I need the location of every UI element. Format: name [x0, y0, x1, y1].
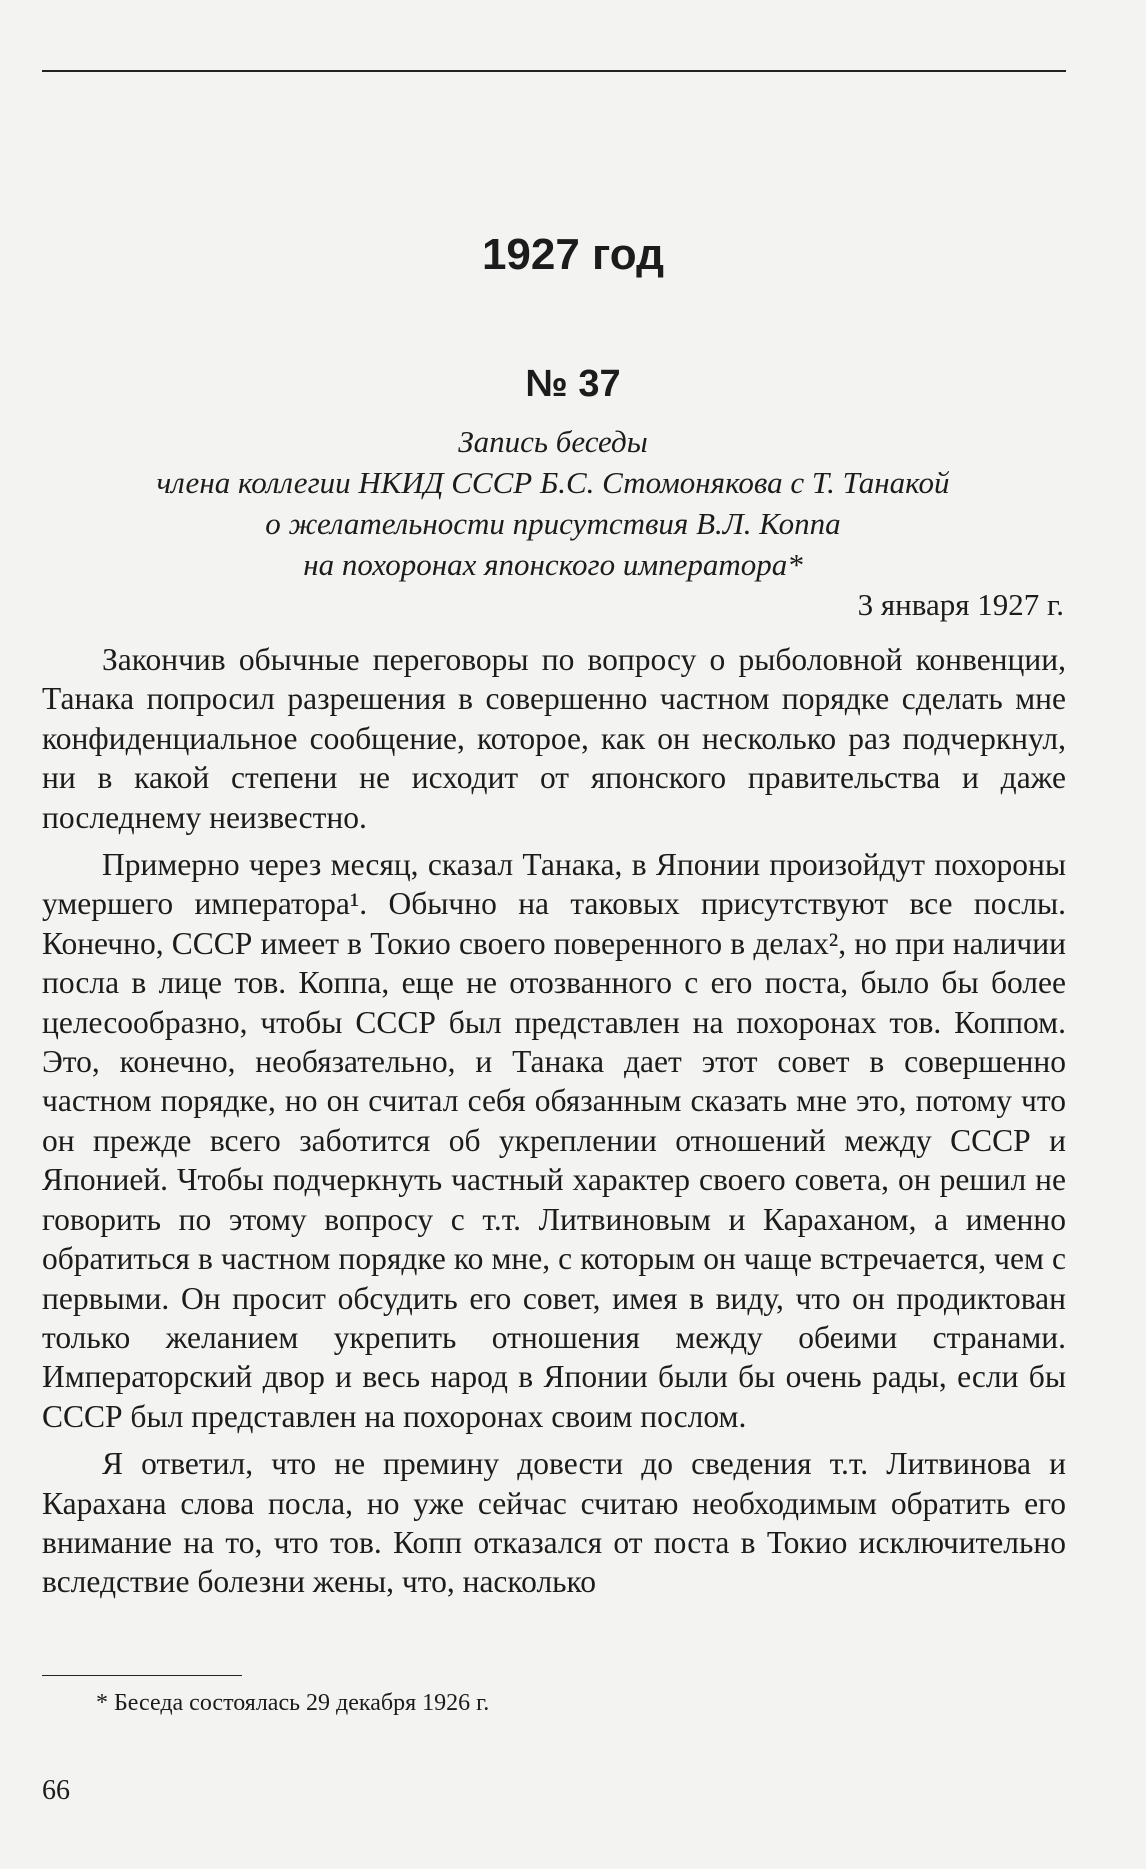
top-rule: [42, 70, 1066, 72]
paragraph: Закончив обычные переговоры по вопросу о рыболовной конвенции, Танака попросил разрешения в совершенно частном порядке сделать мне конфиденциальное сообщение, которое, как он несколько раз подчеркнул, ни в какой степени не исходит от японского правительства и даже последнему неизвестно.: [42, 642, 1066, 835]
body-text: [42, 640, 1066, 1610]
year-heading: 1927 год: [481, 230, 665, 279]
page-number: 66: [42, 1775, 70, 1806]
document-number: № 37: [525, 363, 621, 405]
document-date: 3 января 1927 г.: [857, 587, 1064, 622]
subtitle-line: о желательности присутствия В.Л. Коппа: [265, 506, 841, 541]
paragraph: Я ответил, что не премину довести до сведения т.т. Литвинова и Карахана слова посла, но уже сейчас считаю необходимым обратить его внимание на то, что тов. Копп отказался от поста в Токио исключительно вследствие болезни жены, что, насколько: [42, 1446, 1066, 1600]
document-subtitle: [40, 421, 1066, 585]
paragraph: Примерно через месяц, сказал Танака, в Японии произойдут похороны умершего императора¹. Обычно на таковых присутствуют все послы. Конечно, СССР имеет в Токио своего поверенного в делах², но при наличии посла в лице тов. Коппа, еще не отозванного с его поста, было бы более целесообразно, чтобы СССР был представлен на похоронах тов. Коппом. Это, конечно, необязательно, и Танака дает этот совет в совершенно частном порядке, но он считал себя обязанным сказать мне это, потому что он прежде всего заботится об укреплении отношений между СССР и Японией. Чтобы подчеркнуть частный характер своего совета, он решил не говорить по этому вопросу с т.т. Литвиновым и Караханом, а именно обратиться в частном порядке ко мне, с которым он чаще встречается, чем с первыми. Он просит обсудить его совет, имея в виду, что он продиктован только желанием укрепить отношения между обеими странами. Императорский двор и весь народ в Японии были бы очень рады, если бы СССР был представлен на похоронах своим послом.: [42, 847, 1066, 1434]
footnote: * Беседа состоялась 29 декабря 1926 г.: [96, 1690, 490, 1716]
footnote-rule: [42, 1675, 242, 1676]
subtitle-line: на похоронах японского императора*: [303, 547, 803, 582]
show-through-texture: [42, 80, 1066, 120]
subtitle-line: Запись беседы: [458, 424, 648, 459]
subtitle-line: члена коллегии НКИД СССР Б.С. Стомонякова с Т. Танакой: [156, 465, 950, 500]
